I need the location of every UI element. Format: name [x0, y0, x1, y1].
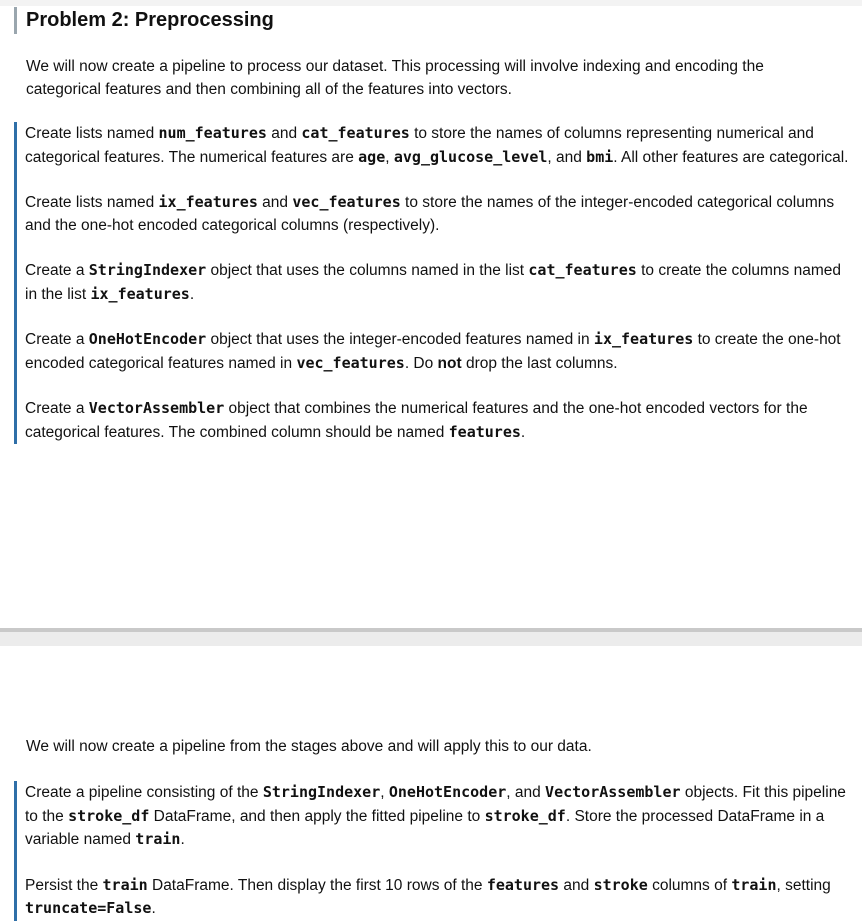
pipeline-intro-paragraph: We will now create a pipeline from the stages above and will apply this to our data.	[26, 738, 592, 755]
code-stringindexer: StringIndexer	[262, 783, 381, 801]
task-block-1	[14, 122, 857, 444]
code-vec-features: vec_features	[296, 353, 405, 372]
code-onehotencoder: OneHotEncoder	[88, 330, 207, 348]
code-stroke-df: stroke_df	[484, 806, 566, 825]
code-ix-features: ix_features	[90, 284, 190, 303]
code-train: train	[731, 875, 777, 894]
code-train: train	[102, 875, 148, 894]
task-vector-assembler: Create a VectorAssembler object that combines the numerical features and the one-hot encoded vectors for the categorical features. The combined column should be named features.	[25, 399, 808, 441]
intro-text: We will now create a pipeline to process our dataset. This processing will involve indexing and encoding the categorical features and then combining all of the features into vectors.	[26, 58, 764, 98]
task-onehot-encoder: Create a OneHotEncoder object that uses the integer-encoded features named in ix_features to create the one-hot encoded categorical features named in vec_features. Do not drop the last columns.	[25, 330, 841, 372]
task-ix-vec-features: Create lists named ix_features and vec_features to store the names of the integer-encoded categorical columns and the one-hot encoded categorical columns (respectively).	[25, 193, 835, 234]
code-features: features	[486, 875, 560, 894]
cell-divider-line	[0, 628, 862, 632]
code-cat-features: cat_features	[301, 124, 410, 142]
code-num-features: num_features	[158, 124, 267, 142]
task-num-cat-features: Create lists named num_features and cat_features to store the names of columns representing numerical and categorical features. The numerical features are age, avg_glucose_level, and bmi. All other features are categorical.	[25, 124, 849, 166]
code-truncate-false: truncate=False	[25, 899, 152, 917]
code-stroke: stroke	[593, 875, 648, 894]
code-vec-features: vec_features	[292, 193, 401, 211]
code-features: features	[448, 422, 521, 441]
task-string-indexer: Create a StringIndexer object that uses the columns named in the list cat_features to create the columns named in the list ix_features.	[25, 261, 841, 303]
task-pipeline: Create a pipeline consisting of the StringIndexer, OneHotEncoder, and VectorAssembler objects. Fit this pipeline to the stroke_df DataFrame, and then apply the fitted pipeline to stroke_df. Store the processed DataFrame in a variable named train.	[25, 783, 846, 848]
task-block-2	[14, 781, 857, 921]
code-vectorassembler: VectorAssembler	[88, 399, 225, 417]
code-avg-glucose-level: avg_glucose_level	[393, 147, 548, 166]
heading-accent-bar	[14, 7, 17, 34]
code-age: age	[358, 147, 386, 166]
code-cat-features: cat_features	[528, 261, 637, 279]
code-ix-features: ix_features	[593, 330, 694, 348]
intro-paragraph	[26, 56, 836, 101]
code-stringindexer: StringIndexer	[88, 261, 207, 279]
code-vectorassembler: VectorAssembler	[545, 783, 681, 801]
code-train: train	[135, 830, 181, 848]
section-heading: Problem 2: Preprocessing	[26, 9, 274, 31]
code-stroke-df: stroke_df	[68, 806, 150, 825]
code-bmi: bmi	[586, 147, 614, 166]
code-onehotencoder: OneHotEncoder	[388, 783, 507, 801]
emphasis-not: not	[437, 354, 462, 372]
code-ix-features: ix_features	[158, 193, 258, 211]
task-persist-display: Persist the train DataFrame. Then display the first 10 rows of the features and stroke columns of train, setting truncate=False.	[25, 875, 831, 917]
